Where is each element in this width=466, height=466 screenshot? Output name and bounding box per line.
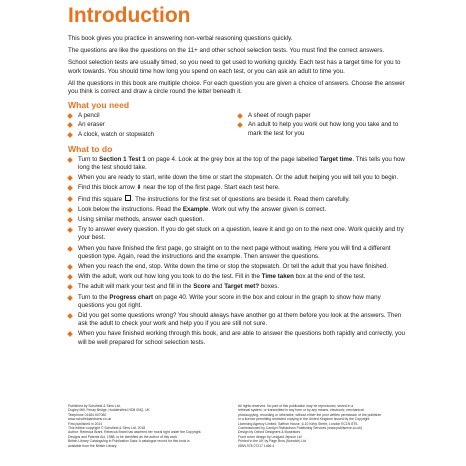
what-to-do-heading: What to do <box>68 143 113 154</box>
what-you-need-list <box>68 112 408 140</box>
todo-text: When you are ready to start, write down the time or start the stopwatch. Or the adult helping you will tell you to begin. <box>78 174 399 182</box>
todo-text: . This tells you how long the test should take. <box>78 155 405 172</box>
need-column-right <box>238 112 408 140</box>
todo-bold-term: Score <box>193 283 211 291</box>
footer-line: Author: Rebecca Brant. Rebecca Brant has asserted her moral right under the Copyright, <box>68 430 202 435</box>
footer-line: All rights reserved. No part of this publication may be reproduced, stored in a <box>238 404 354 408</box>
todo-text: With the adult, work out how long you took to do the test. Fill in the <box>78 273 262 281</box>
todo-list-item <box>68 263 408 271</box>
diamond-bullet-icon <box>67 227 73 233</box>
footer-line: Commissioned by Carolyn Richardson Publishing Services (www.publiserve.co.uk) <box>238 426 362 431</box>
todo-text: Find this square <box>78 195 124 203</box>
need-list-item <box>68 131 238 139</box>
todo-list-item <box>68 226 408 242</box>
todo-text: When you reach the end, stop. Write down the time or stop the stopwatch. Or tell the adult that you have finished. <box>78 263 389 271</box>
diamond-bullet-icon <box>67 123 73 129</box>
diamond-bullet-icon <box>67 295 73 301</box>
diamond-bullet-icon <box>67 217 73 223</box>
todo-text: . The instructions for the first set of questions are beside it. Read them carefully. <box>131 195 350 203</box>
todo-list-item <box>68 174 408 182</box>
diamond-bullet-icon <box>67 157 73 163</box>
todo-text: Look below the instructions. Read the <box>78 205 183 213</box>
footer-line: Design by Oxford Designers & Illustrators <box>238 430 301 435</box>
diamond-bullet-icon <box>237 123 243 129</box>
todo-text: boxes. <box>259 283 280 291</box>
intro-paragraph: This book gives you practice in answering non-verbal reasoning questions quickly. <box>68 35 293 42</box>
need-item-text: An eraser <box>78 121 105 129</box>
need-item-text: A clock, watch or stopwatch <box>78 130 155 138</box>
need-item-text: An adult to help you work out how long you take and to mark the test for you <box>248 121 399 137</box>
todo-bold-term: Time taken <box>261 273 294 281</box>
todo-text: near the top of the first page. Start each test here. <box>141 184 280 192</box>
diamond-bullet-icon <box>67 274 73 280</box>
intro-paragraph: All the questions in this book are multiple choice. For each question you are given a choice of answers. Choose the answer you think is correct and draw a circle round the letter beneath it. <box>68 79 405 96</box>
todo-list-item <box>68 312 408 328</box>
todo-list-item <box>68 330 408 346</box>
footer-line: ISBN 978 07217 1466 4 <box>238 443 275 448</box>
diamond-bullet-icon <box>67 186 73 192</box>
todo-text: box at the end of the test. <box>293 273 366 281</box>
block-arrow-icon: ⬇ <box>136 185 142 192</box>
footer-line: photocopying, recording or otherwise, without either the prior written permission of the publisher <box>238 412 382 417</box>
todo-list-item <box>68 283 408 291</box>
todo-text: When you have finished working through this book, and are able to answer the questions both rapidly and correctly, you will be well prepared for school selection tests. <box>78 330 405 346</box>
footer-line: www.schofieldandsims.co.uk <box>68 417 112 422</box>
diamond-bullet-icon <box>67 196 73 202</box>
todo-bold-term: Example <box>182 205 209 213</box>
diamond-bullet-icon <box>67 132 73 138</box>
diamond-bullet-icon <box>67 207 73 213</box>
todo-bold-term: Progress chart <box>109 293 154 301</box>
todo-text: Try to answer every question. If you do get stuck on a question, leave it and go on to the next one. Work quickly and try your best. <box>78 226 404 242</box>
diamond-bullet-icon <box>67 175 73 181</box>
diamond-bullet-icon <box>67 113 73 119</box>
todo-bold-term: Target met? <box>224 283 260 291</box>
diamond-bullet-icon <box>67 313 73 319</box>
todo-list-item <box>68 245 408 261</box>
footer-line: This edition copyright © Schofield & Sims Ltd, 2018 <box>68 426 146 431</box>
todo-list-item <box>68 156 408 172</box>
todo-text: Using similar methods, answer each question. <box>78 216 205 224</box>
footer-line: First published in 2014 <box>68 421 103 426</box>
todo-list-item <box>68 273 408 281</box>
footer-line: Licensing Agency Limited, Saffron House, 6-10 Kirby Street, London EC1N 8TS. <box>238 421 359 426</box>
page-title: Introduction <box>68 4 191 27</box>
footer-line: Published by Schofield & Sims Ltd, <box>68 404 121 408</box>
footer-line: Dogley Mill, Fenay Bridge, Huddersfield HD8 0NQ, UK <box>68 408 150 413</box>
diamond-bullet-icon <box>67 246 73 252</box>
todo-text: Turn to <box>78 155 100 163</box>
todo-text: on page 4. Look at the grey box at the top of the page labelled <box>145 155 320 163</box>
need-item-text: A pencil <box>78 112 100 120</box>
need-list-item <box>238 112 408 120</box>
need-list-item <box>238 121 408 137</box>
todo-list-item <box>68 206 408 214</box>
need-item-text: A sheet of rough paper <box>248 112 311 120</box>
intro-paragraph: The questions are like the questions on the 11+ and other school selection tests. You must find the correct answers. <box>68 47 385 55</box>
todo-list-item <box>68 294 408 310</box>
footer-line: Designs and Patents Act, 1988, to be identified as the author of this work. <box>68 434 179 439</box>
diamond-bullet-icon <box>67 264 73 270</box>
todo-text: on page 40. Write your score in the box and colour in the graph to show how many questions you got right. <box>78 293 381 309</box>
footer-line: Printed in the UK by Page Bros (Norwich) Ltd <box>238 439 307 444</box>
todo-list-item <box>68 184 408 192</box>
need-column-left <box>68 112 238 140</box>
need-list-item <box>68 112 238 120</box>
footer-line: British Library Cataloguing in Publication Data: A catalogue record for this book is <box>68 439 190 444</box>
what-you-need-heading: What you need <box>68 100 130 111</box>
todo-list-item <box>68 216 408 224</box>
todo-text: . Work out why the answer given is correct. <box>208 205 327 213</box>
what-to-do-list <box>68 156 408 347</box>
main-content <box>68 35 408 349</box>
square-icon <box>125 195 131 201</box>
footer-publisher-info <box>68 404 238 466</box>
footer-line: retrieval system, or transmitted in any form or by any means, electronic, mechanical, <box>238 408 365 413</box>
footer-line: Front cover design by Ledgard Jepson Ltd <box>238 434 302 439</box>
publication-footer <box>68 404 408 466</box>
footer-line: available from the British Library. <box>68 443 118 448</box>
footer-copyright-notice <box>238 404 408 466</box>
need-list-item <box>68 121 238 129</box>
todo-bold-term: Target time <box>319 155 353 163</box>
footer-line: Telephone 01484 607080 <box>68 412 107 417</box>
todo-text: and <box>210 283 225 291</box>
diamond-bullet-icon <box>67 332 73 338</box>
footer-line: or a licence permitting restricted copying in the United Kingdom issued by the Copyright <box>238 417 370 422</box>
todo-list-item <box>68 195 408 204</box>
todo-text: Did you get some questions wrong? You should always have another go at them before you look at the answers. Then ask the adult to check your work and help you if you are still not sure. <box>78 312 402 328</box>
todo-text: The adult will mark your test and fill in the <box>78 283 194 291</box>
todo-text: When you have finished the first page, go straight on to the next page without waiting. Here you will find a different question type. Again, read the instructions and the example. Then answer the questions. <box>78 244 391 260</box>
diamond-bullet-icon <box>67 285 73 291</box>
diamond-bullet-icon <box>237 113 243 119</box>
todo-bold-term: Section 1 Test 1 <box>99 155 146 163</box>
todo-text: Find this block arrow <box>78 184 137 192</box>
todo-text: Turn to the <box>78 293 110 301</box>
intro-paragraph: School selection tests are usually timed, so you need to get used to working quickly. Each test has a target time for you to work towards. You should time how long you spend on each test, or you can ask an adult to time you. <box>68 59 401 75</box>
